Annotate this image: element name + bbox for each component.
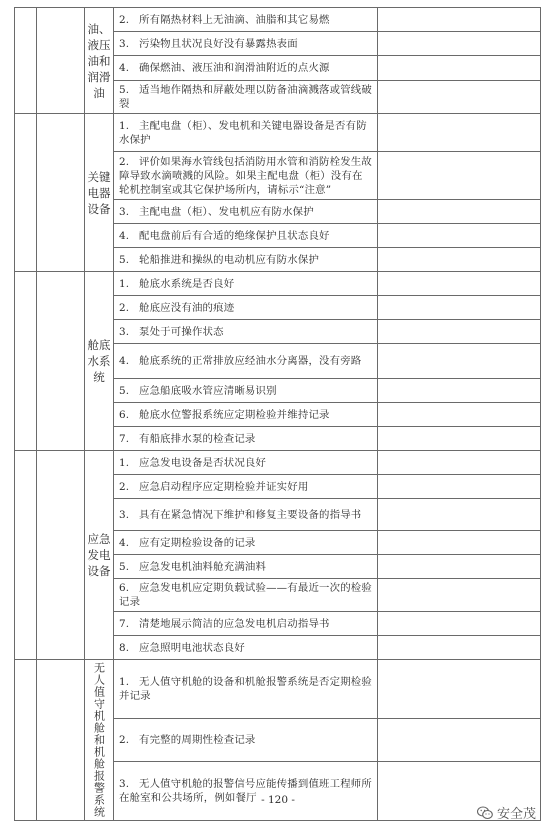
checklist-item [114, 451, 378, 475]
item-number: 1. [119, 676, 130, 689]
result-cell[interactable] [378, 320, 541, 344]
watermark [477, 803, 536, 822]
checklist-item [114, 555, 378, 579]
category-text: 舱底水系统 [87, 338, 111, 384]
item-text: 轮船推进和操纵的电动机应有防水保护 [139, 253, 320, 266]
checklist-row [15, 114, 541, 152]
item-text: 无人值守机舱的设备和机舱报警系统是否定期检验并记录 [119, 676, 372, 703]
result-cell[interactable] [378, 427, 541, 451]
item-text: 应急照明电池状态良好 [139, 641, 245, 654]
category-text: 应急发电设备 [87, 532, 111, 578]
item-text: 所有隔热材料上无油滴、油脂和其它易燃 [139, 13, 330, 26]
result-cell[interactable] [378, 403, 541, 427]
checklist-item [114, 427, 378, 451]
item-text: 无人值守机舱的报警信号应能传播到值班工程师所在舱室和公共场所，例如餐厅 [119, 777, 372, 804]
item-number: 7. [119, 432, 130, 445]
checklist-row [15, 660, 541, 719]
watermark-text: 安全茂 [496, 807, 536, 822]
item-number: 4. [119, 62, 130, 74]
result-cell[interactable] [378, 248, 541, 272]
item-text: 应急发电机应定期负载试验——有最近一次的检验记录 [119, 582, 372, 608]
item-text: 应急启动程序应定期检验并证实好用 [139, 480, 309, 493]
result-cell[interactable] [378, 296, 541, 320]
category-label [85, 272, 114, 451]
item-text: 确保燃油、液压油和润滑油附近的点火源 [139, 62, 330, 74]
checklist-item [114, 152, 378, 200]
item-text: 泵处于可操作状态 [139, 325, 224, 338]
blank-cell [15, 114, 37, 272]
result-cell[interactable] [378, 531, 541, 555]
item-number: 5. [119, 560, 130, 573]
blank-cell [37, 272, 85, 451]
item-text: 舱底应没有油的痕迹 [139, 301, 235, 314]
result-cell[interactable] [378, 719, 541, 762]
item-text: 清楚地展示简洁的应急发电机启动指导书 [139, 617, 330, 630]
result-cell[interactable] [378, 660, 541, 719]
item-text: 应急发电机油料舱充满油料 [139, 560, 267, 573]
blank-cell [15, 8, 37, 114]
item-number: 1. [119, 277, 130, 290]
result-cell[interactable] [378, 555, 541, 579]
item-number: 8. [119, 641, 130, 654]
blank-cell [37, 451, 85, 660]
checklist-item [114, 224, 378, 248]
result-cell[interactable] [378, 224, 541, 248]
category-text: 关键电器设备 [87, 169, 111, 216]
item-number: 2. [119, 13, 130, 26]
item-number: 1. [119, 119, 130, 132]
checklist-item [114, 660, 378, 719]
checklist-item [114, 296, 378, 320]
item-text: 有船底排水泵的检查记录 [139, 432, 256, 445]
item-text: 应有定期检验设备的记录 [139, 536, 256, 549]
item-text: 应急船底吸水管应清晰易识别 [139, 384, 277, 397]
checklist-item [114, 320, 378, 344]
item-number: 2. [119, 480, 130, 493]
blank-cell [15, 272, 37, 451]
checklist-item [114, 761, 378, 820]
result-cell[interactable] [378, 56, 541, 81]
item-number: 4. [119, 355, 130, 367]
result-cell[interactable] [378, 8, 541, 32]
category-label [85, 451, 114, 660]
item-text: 有完整的周期性检查记录 [139, 733, 256, 746]
result-cell[interactable] [378, 612, 541, 636]
item-number: 5. [119, 84, 130, 96]
checklist-item [114, 81, 378, 114]
checklist-row [15, 451, 541, 475]
category-text: 油、液压油和润滑油 [87, 21, 111, 100]
result-cell[interactable] [378, 451, 541, 475]
result-cell[interactable] [378, 475, 541, 499]
result-cell[interactable] [378, 379, 541, 403]
checklist-item [114, 579, 378, 612]
item-text: 适当地作隔热和屏蔽处理以防备油滴溅落或管线破裂 [119, 84, 372, 110]
item-number: 2. [119, 155, 130, 168]
checklist-table [14, 7, 541, 821]
checklist-row [15, 272, 541, 296]
item-number: 3. [119, 37, 130, 50]
blank-cell [37, 114, 85, 272]
blank-cell [37, 8, 85, 114]
category-text: 无人值守机舱和机舱报警系统 [92, 662, 106, 818]
checklist-item [114, 56, 378, 81]
item-text: 污染物且状况良好没有暴露热表面 [139, 37, 298, 50]
checklist-item [114, 248, 378, 272]
result-cell[interactable] [378, 499, 541, 531]
checklist-item [114, 272, 378, 296]
result-cell[interactable] [378, 114, 541, 152]
item-number: 1. [119, 456, 130, 469]
item-number: 3. [119, 777, 130, 790]
item-number: 3. [119, 325, 130, 338]
page-number: - 120 - [261, 794, 295, 806]
blank-cell [15, 451, 37, 660]
checklist-item [114, 612, 378, 636]
checklist-item [114, 531, 378, 555]
checklist-item [114, 32, 378, 56]
checklist-item [114, 200, 378, 224]
item-number: 4. [119, 229, 130, 242]
result-cell[interactable] [378, 32, 541, 56]
item-number: 3. [119, 508, 130, 521]
checklist-item [114, 114, 378, 152]
item-text: 舱底水位警报系统应定期检验并维持记录 [139, 408, 330, 421]
item-number: 7. [119, 617, 130, 630]
item-number: 3. [119, 205, 130, 218]
item-number: 4. [119, 536, 130, 549]
checklist-item [114, 403, 378, 427]
item-number: 5. [119, 384, 130, 397]
item-text: 舱底水系统是否良好 [139, 277, 235, 290]
result-cell[interactable] [378, 579, 541, 612]
checklist-item [114, 8, 378, 32]
item-number: 2. [119, 733, 130, 746]
checklist-item [114, 719, 378, 762]
item-text: 舱底系统的正常排放应经油水分离器，没有旁路 [139, 355, 362, 367]
result-cell[interactable] [378, 636, 541, 660]
item-number: 5. [119, 253, 130, 266]
result-cell[interactable] [378, 344, 541, 379]
item-text: 主配电盘（柜）、发电机应有防水保护 [139, 205, 314, 218]
item-text: 配电盘前后有合适的绝缘保护且状态良好 [139, 229, 330, 242]
item-text: 主配电盘（柜）、发电机和关键电器设备是否有防水保护 [119, 119, 367, 146]
result-cell[interactable] [378, 272, 541, 296]
item-text: 应急发电设备是否状况良好 [139, 456, 267, 469]
checklist-item [114, 475, 378, 499]
checklist-row [15, 8, 541, 32]
checklist-item [114, 344, 378, 379]
checklist-item [114, 636, 378, 660]
item-text: 评价如果海水管线包括消防用水管和消防栓发生故障导致水滴喷溅的风险。如果主配电盘（柜）没有在轮机控制室或其它保护场所内，请标示“注意” [119, 155, 372, 196]
result-cell[interactable] [378, 81, 541, 114]
category-label [85, 8, 114, 114]
wechat-icon [477, 806, 493, 820]
item-number: 6. [119, 408, 130, 421]
category-label [85, 114, 114, 272]
checklist-item [114, 499, 378, 531]
item-text: 具有在紧急情况下维护和修复主要设备的指导书 [139, 508, 362, 521]
result-cell[interactable] [378, 152, 541, 200]
result-cell[interactable] [378, 200, 541, 224]
item-number: 2. [119, 301, 130, 314]
item-number: 6. [119, 582, 130, 594]
checklist-item [114, 379, 378, 403]
